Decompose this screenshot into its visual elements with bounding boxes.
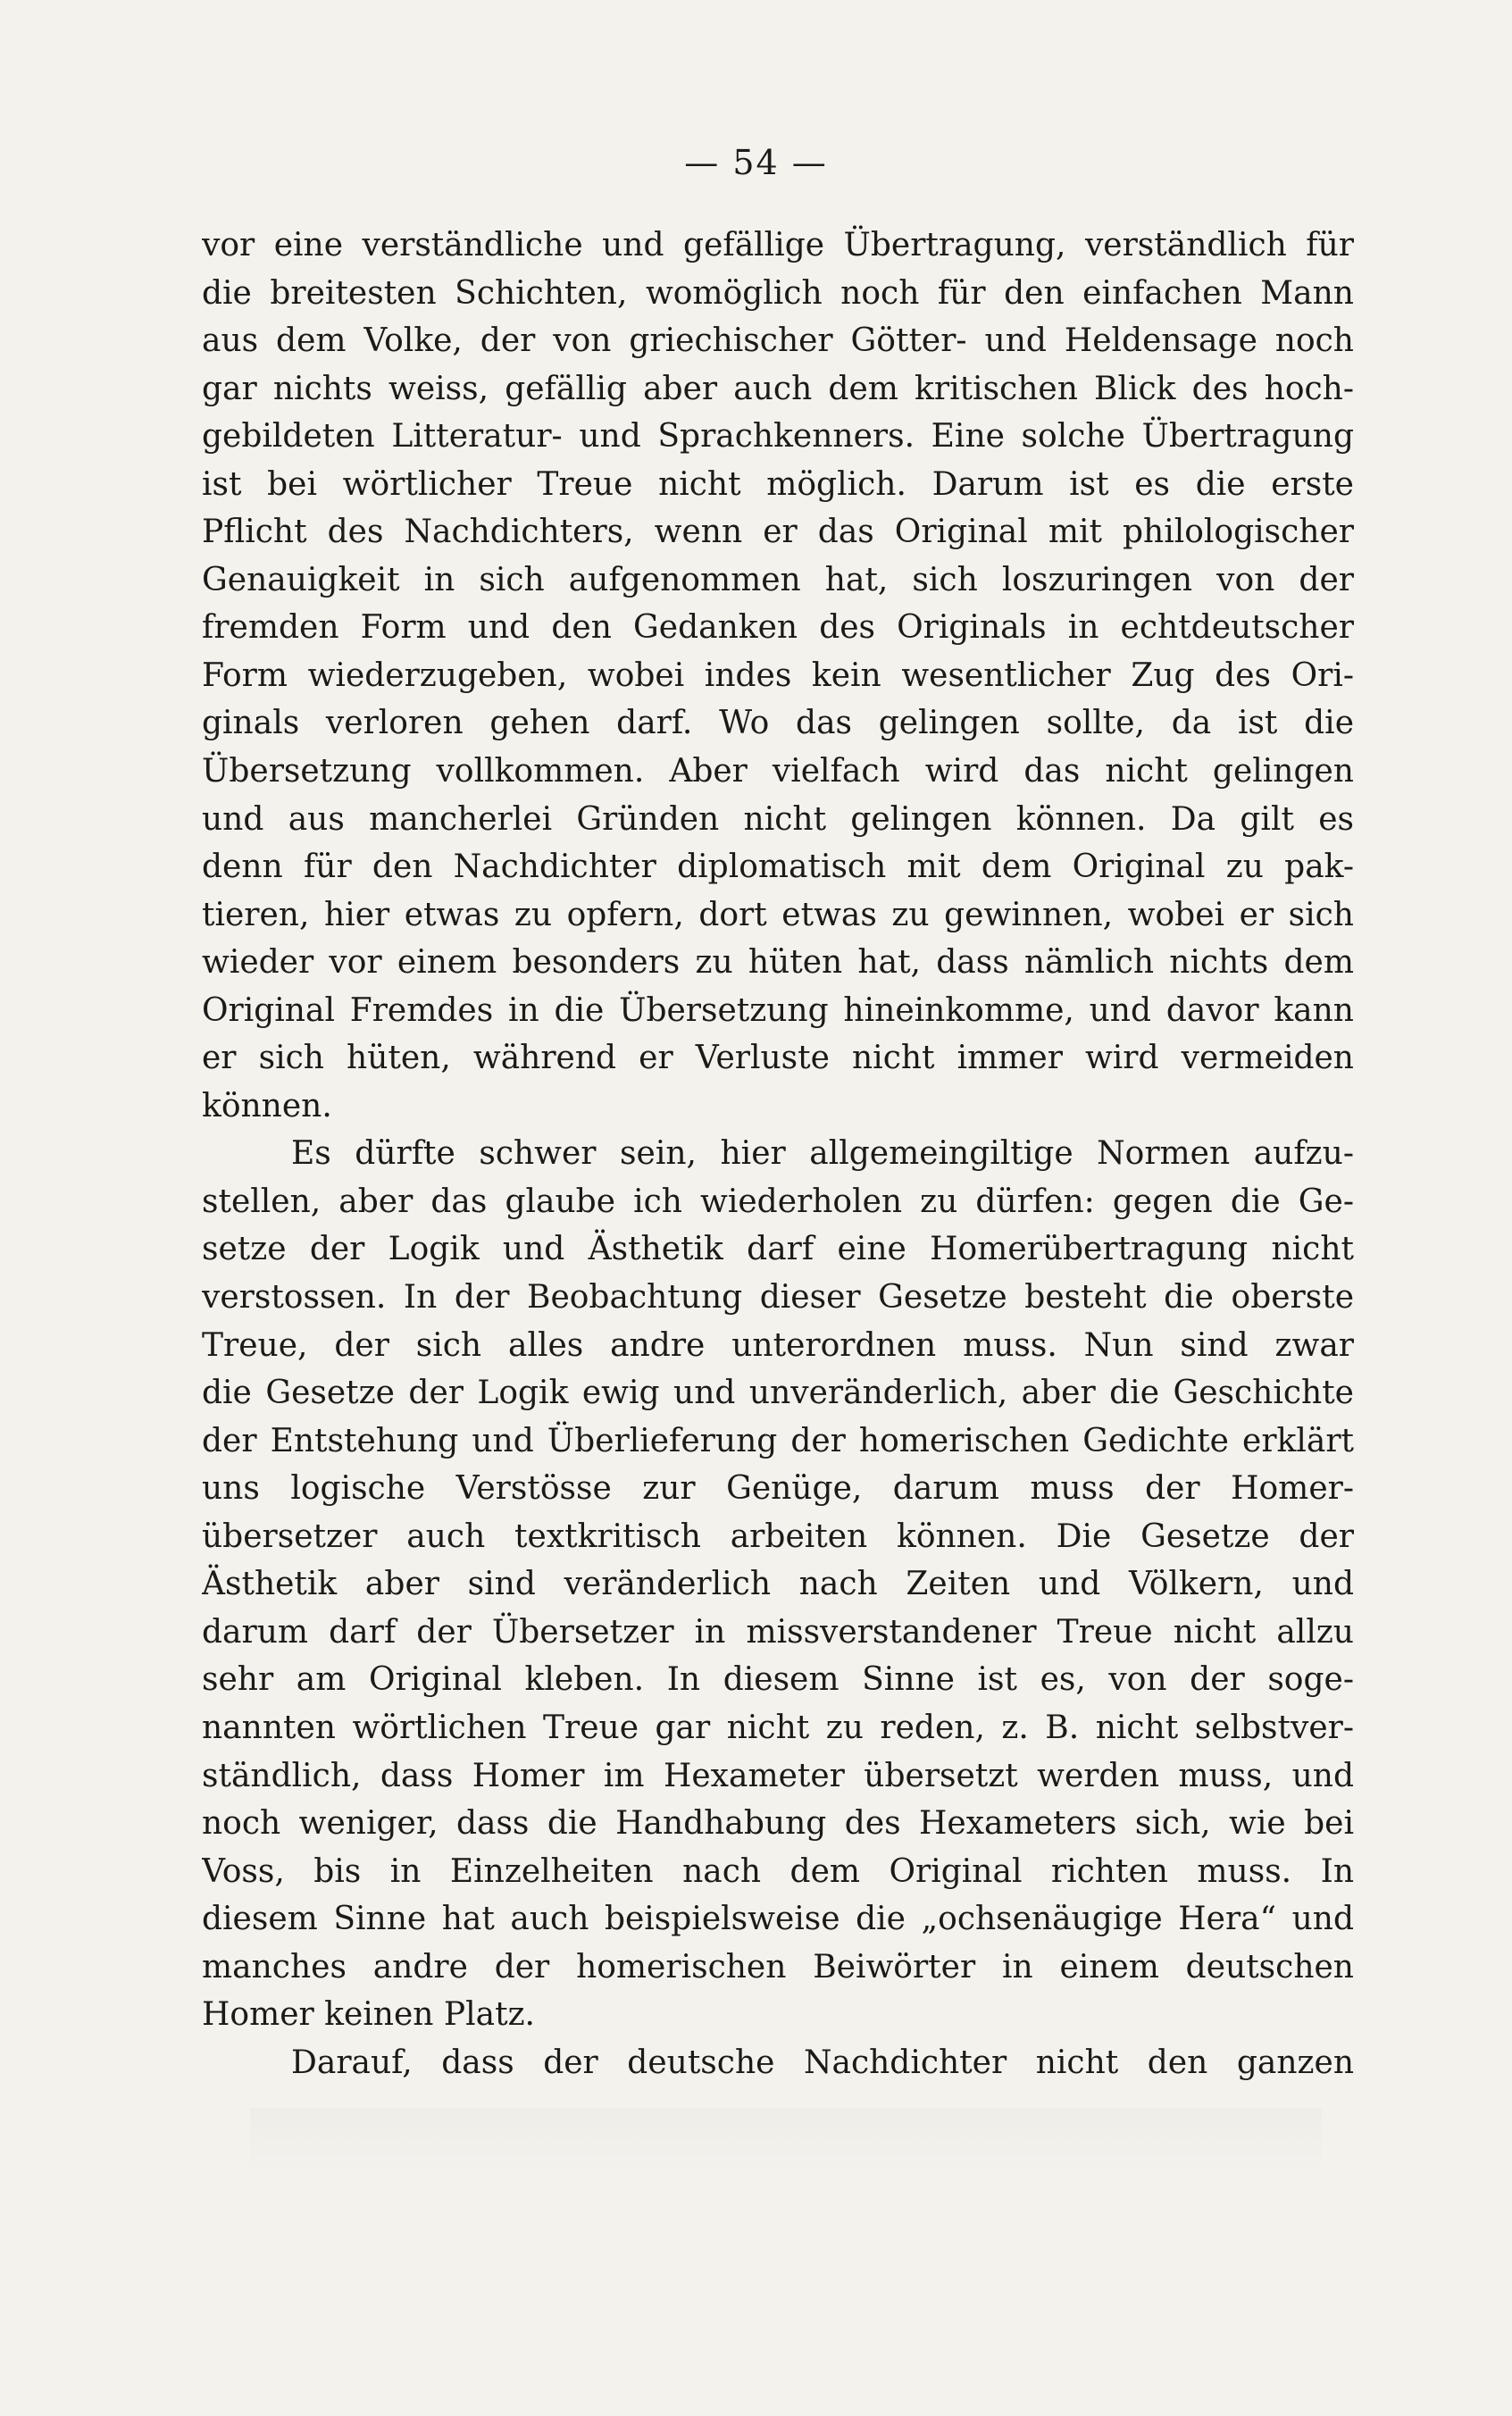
paragraph-start-line: Darauf, dass der deutsche Nachdichter nicht den ganzen — [291, 2044, 1354, 2081]
text-line: Treue, der sich alles andre unterordnen muss. Nun sind zwar — [202, 1326, 1354, 1364]
text-line: darum darf der Übersetzer in missverstandener Treue nicht allzu — [202, 1613, 1354, 1651]
text-line: Form wiederzugeben, wobei indes kein wesentlicher Zug des Ori- — [202, 656, 1354, 694]
show-through-shadow — [250, 2108, 1322, 2179]
text-line: stellen, aber das glaube ich wiederholen zu dürfen: gegen die Ge- — [202, 1183, 1354, 1220]
text-line: gar nichts weiss, gefällig aber auch dem kritischen Blick des hoch- — [202, 370, 1354, 407]
text-line: die Gesetze der Logik ewig und unveränderlich, aber die Geschichte — [202, 1375, 1354, 1412]
text-line: Übersetzung vollkommen. Aber vielfach wird das nicht gelingen — [202, 753, 1354, 790]
text-line: ständlich, dass Homer im Hexameter übersetzt werden muss, und — [202, 1757, 1354, 1794]
text-line: Ästhetik aber sind veränderlich nach Zeiten und Völkern, und — [202, 1566, 1354, 1603]
text-line: Genauigkeit in sich aufgenommen hat, sich loszuringen von der — [202, 561, 1354, 598]
text-line: vor eine verständliche und gefällige Übertragung, verständlich für — [202, 227, 1354, 263]
text-line: Voss, bis in Einzelheiten nach dem Original richten muss. In — [202, 1852, 1354, 1890]
text-line: die breitesten Schichten, womöglich noch für den einfachen Mann — [202, 274, 1354, 312]
text-line: diesem Sinne hat auch beispielsweise die „ochsenäugige Hera“ und — [202, 1901, 1354, 1938]
text-line: fremden Form und den Gedanken des Originals in echtdeutscher — [202, 609, 1354, 647]
text-line: denn für den Nachdichter diplomatisch mit dem Original zu pak- — [202, 849, 1354, 886]
text-line: wieder vor einem besonders zu hüten hat, dass nämlich nichts dem — [202, 944, 1354, 982]
text-line: tieren, hier etwas zu opfern, dort etwas zu gewinnen, wobei er sich — [202, 896, 1354, 933]
text-line: ginals verloren gehen darf. Wo das gelingen sollte, da ist die — [202, 705, 1354, 742]
text-line: manches andre der homerischen Beiwörter in einem deutschen — [202, 1948, 1354, 1985]
text-line: Pflicht des Nachdichters, wenn er das Original mit philologischer — [202, 514, 1354, 551]
text-line: uns logische Verstösse zur Genüge, darum muss der Homer- — [202, 1470, 1354, 1508]
text-line: sehr am Original kleben. In diesem Sinne ist es, von der soge- — [202, 1661, 1354, 1699]
text-line: noch weniger, dass die Handhabung des Hexameters sich, wie bei — [202, 1805, 1354, 1843]
text-line: aus dem Volke, der von griechischer Götter- und Heldensage noch — [202, 322, 1354, 360]
paragraph-end-line: Homer keinen Platz. — [202, 1996, 535, 2034]
text-line: er sich hüten, während er Verluste nicht immer wird vermeiden — [202, 1040, 1354, 1077]
text-line: Original Fremdes in die Übersetzung hineinkomme, und davor kann — [202, 991, 1354, 1029]
paragraph-start-line: Es dürfte schwer sein, hier allgemeingiltige Normen aufzu- — [291, 1135, 1354, 1173]
text-line: nannten wörtlichen Treue gar nicht zu reden, z. B. nicht selbstver- — [202, 1709, 1354, 1746]
text-line: setze der Logik und Ästhetik darf eine Homerübertragung nicht — [202, 1231, 1354, 1268]
paragraph-end-line: können. — [202, 1087, 332, 1124]
page-number: — 54 — — [684, 143, 828, 182]
text-line: und aus mancherlei Gründen nicht gelingen können. Da gilt es — [202, 800, 1354, 838]
text-line: der Entstehung und Überlieferung der homerischen Gedichte erklärt — [202, 1422, 1354, 1459]
text-line: übersetzer auch textkritisch arbeiten können. Die Gesetze der — [202, 1517, 1354, 1555]
text-line: gebildeten Litteratur- und Sprachkenners. Eine solche Übertragung — [202, 418, 1354, 456]
text-line: verstossen. In der Beobachtung dieser Gesetze besteht die oberste — [202, 1279, 1354, 1317]
text-line: ist bei wörtlicher Treue nicht möglich. Darum ist es die erste — [202, 465, 1354, 503]
body-text — [202, 222, 1354, 2086]
